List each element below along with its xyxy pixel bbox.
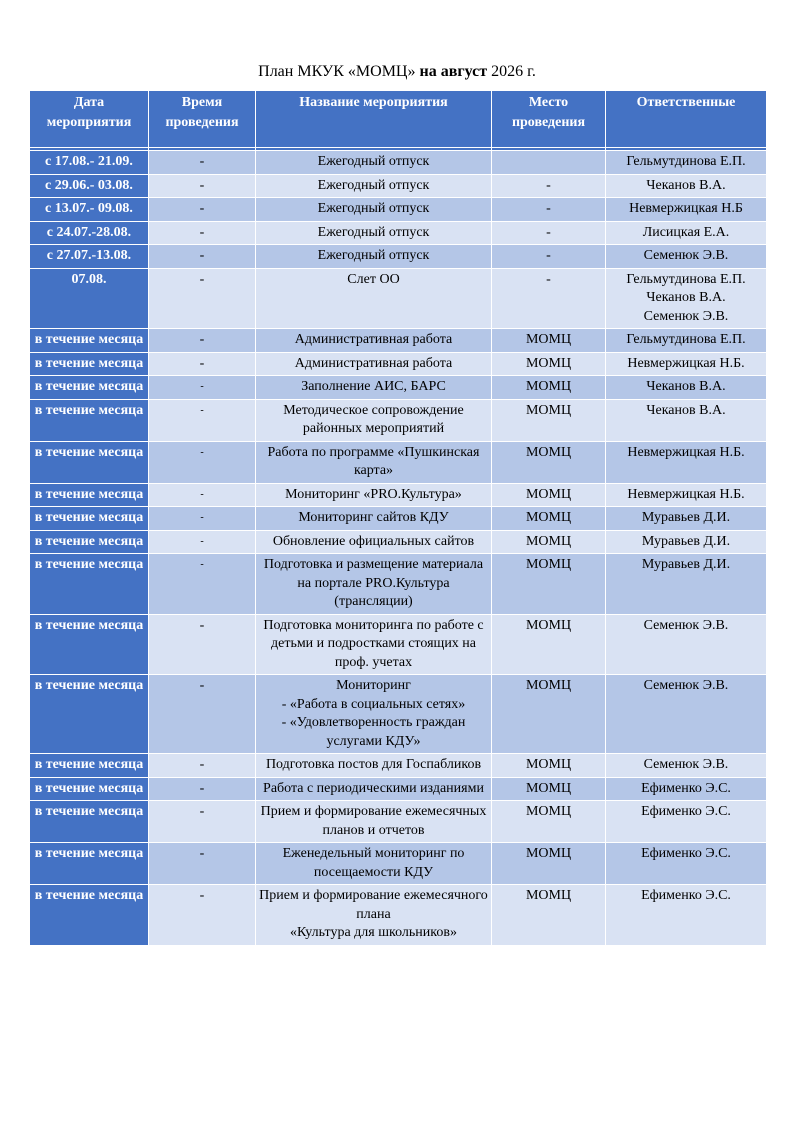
plan-table [29, 90, 767, 946]
place-cell: МОМЦ [492, 399, 606, 441]
responsible-cell: Чеканов В.А. [606, 174, 767, 198]
place-cell: МОМЦ [492, 614, 606, 675]
event-name-cell: Мониторинг - «Работа в социальных сетях» - «Удовлетворенность граждан услугами КДУ» [256, 675, 492, 754]
place-cell: МОМЦ [492, 483, 606, 507]
event-name-cell: Ежегодный отпуск [256, 174, 492, 198]
date-cell: с 27.07.-13.08. [30, 245, 149, 269]
col-header-time: Время проведения [149, 91, 256, 148]
time-cell: - [149, 376, 256, 400]
time-cell: - [149, 441, 256, 483]
event-name-cell: Подготовка постов для Госпабликов [256, 754, 492, 778]
responsible-cell: Ефименко Э.С. [606, 777, 767, 801]
table-row [30, 376, 767, 400]
event-name-cell: Методическое сопровождение районных мероприятий [256, 399, 492, 441]
date-cell: в течение месяца [30, 329, 149, 353]
table-row [30, 245, 767, 269]
date-cell: в течение месяца [30, 376, 149, 400]
place-cell: МОМЦ [492, 329, 606, 353]
event-name-cell: Еженедельный мониторинг по посещаемости КДУ [256, 843, 492, 885]
event-name-cell: Ежегодный отпуск [256, 221, 492, 245]
responsible-cell: Ефименко Э.С. [606, 843, 767, 885]
event-name-cell: Административная работа [256, 352, 492, 376]
responsible-cell: Семенюк Э.В. [606, 675, 767, 754]
responsible-cell: Муравьев Д.И. [606, 554, 767, 615]
date-cell: в течение месяца [30, 399, 149, 441]
table-row [30, 777, 767, 801]
time-cell: - [149, 777, 256, 801]
time-cell: - [149, 754, 256, 778]
place-cell: МОМЦ [492, 675, 606, 754]
table-row [30, 151, 767, 175]
time-cell: - [149, 268, 256, 329]
time-cell: - [149, 198, 256, 222]
date-cell: в течение месяца [30, 614, 149, 675]
table-row [30, 554, 767, 615]
table-row [30, 885, 767, 946]
table-row [30, 675, 767, 754]
table-row [30, 507, 767, 531]
place-cell: МОМЦ [492, 885, 606, 946]
event-name-cell: Обновление официальных сайтов [256, 530, 492, 554]
table-row [30, 614, 767, 675]
time-cell: - [149, 221, 256, 245]
date-cell: в течение месяца [30, 801, 149, 843]
time-cell: - [149, 245, 256, 269]
title-prefix: План МКУК «МОМЦ» [258, 63, 420, 80]
table-row [30, 441, 767, 483]
date-cell: в течение месяца [30, 885, 149, 946]
place-cell: МОМЦ [492, 530, 606, 554]
responsible-cell: Ефименко Э.С. [606, 885, 767, 946]
event-name-cell: Подготовка и размещение материала на портале PRO.Культура (трансляции) [256, 554, 492, 615]
responsible-cell: Муравьев Д.И. [606, 507, 767, 531]
time-cell: - [149, 151, 256, 175]
date-cell: в течение месяца [30, 554, 149, 615]
place-cell [492, 151, 606, 175]
col-header-date: Дата мероприятия [30, 91, 149, 148]
responsible-cell: Невмержицкая Н.Б. [606, 441, 767, 483]
date-cell: с 29.06.- 03.08. [30, 174, 149, 198]
table-row [30, 483, 767, 507]
title-month: на август [419, 63, 488, 80]
event-name-cell: Мониторинг «PRO.Культура» [256, 483, 492, 507]
time-cell: - [149, 885, 256, 946]
table-row [30, 268, 767, 329]
place-cell: МОМЦ [492, 801, 606, 843]
col-header-name: Название мероприятия [256, 91, 492, 148]
table-row [30, 754, 767, 778]
time-cell: - [149, 801, 256, 843]
table-row [30, 221, 767, 245]
responsible-cell: Лисицкая Е.А. [606, 221, 767, 245]
responsible-cell: Гельмутдинова Е.П. [606, 329, 767, 353]
event-name-cell: Прием и формирование ежемесячных планов и отчетов [256, 801, 492, 843]
responsible-cell: Семенюк Э.В. [606, 245, 767, 269]
page-title [0, 62, 794, 82]
table-row [30, 530, 767, 554]
table-row [30, 174, 767, 198]
time-cell: - [149, 399, 256, 441]
table-row [30, 198, 767, 222]
responsible-cell: Невмержицкая Н.Б. [606, 352, 767, 376]
table-row [30, 329, 767, 353]
date-cell: в течение месяца [30, 754, 149, 778]
place-cell: МОМЦ [492, 777, 606, 801]
time-cell: - [149, 174, 256, 198]
table-row [30, 399, 767, 441]
responsible-cell: Муравьев Д.И. [606, 530, 767, 554]
event-name-cell: Работа по программе «Пушкинская карта» [256, 441, 492, 483]
place-cell: - [492, 221, 606, 245]
responsible-cell: Гельмутдинова Е.П. [606, 151, 767, 175]
date-cell: 07.08. [30, 268, 149, 329]
date-cell: с 17.08.- 21.09. [30, 151, 149, 175]
event-name-cell: Прием и формирование ежемесячного плана «Культура для школьников» [256, 885, 492, 946]
date-cell: в течение месяца [30, 483, 149, 507]
responsible-cell: Чеканов В.А. [606, 399, 767, 441]
title-suffix: 2026 г. [487, 63, 536, 80]
table-row [30, 843, 767, 885]
date-cell: с 24.07.-28.08. [30, 221, 149, 245]
time-cell: - [149, 554, 256, 615]
responsible-cell: Ефименко Э.С. [606, 801, 767, 843]
place-cell: МОМЦ [492, 507, 606, 531]
col-header-responsible: Ответственные [606, 91, 767, 148]
responsible-cell: Чеканов В.А. [606, 376, 767, 400]
time-cell: - [149, 483, 256, 507]
event-name-cell: Мониторинг сайтов КДУ [256, 507, 492, 531]
plan-table-body [30, 148, 767, 946]
place-cell: МОМЦ [492, 441, 606, 483]
event-name-cell: Административная работа [256, 329, 492, 353]
place-cell: - [492, 245, 606, 269]
time-cell: - [149, 843, 256, 885]
time-cell: - [149, 614, 256, 675]
place-cell: МОМЦ [492, 843, 606, 885]
time-cell: - [149, 352, 256, 376]
event-name-cell: Заполнение АИС, БАРС [256, 376, 492, 400]
date-cell: в течение месяца [30, 843, 149, 885]
event-name-cell: Работа с периодическими изданиями [256, 777, 492, 801]
date-cell: в течение месяца [30, 507, 149, 531]
place-cell: МОМЦ [492, 554, 606, 615]
time-cell: - [149, 329, 256, 353]
event-name-cell: Ежегодный отпуск [256, 198, 492, 222]
date-cell: в течение месяца [30, 441, 149, 483]
event-name-cell: Ежегодный отпуск [256, 245, 492, 269]
place-cell: - [492, 198, 606, 222]
place-cell: - [492, 174, 606, 198]
responsible-cell: Невмержицкая Н.Б. [606, 483, 767, 507]
date-cell: в течение месяца [30, 530, 149, 554]
responsible-cell: Невмержицкая Н.Б [606, 198, 767, 222]
place-cell: МОМЦ [492, 352, 606, 376]
table-row [30, 352, 767, 376]
responsible-cell: Гельмутдинова Е.П. Чеканов В.А. Семенюк Э.В. [606, 268, 767, 329]
table-row [30, 801, 767, 843]
date-cell: в течение месяца [30, 675, 149, 754]
responsible-cell: Семенюк Э.В. [606, 614, 767, 675]
date-cell: в течение месяца [30, 777, 149, 801]
time-cell: - [149, 675, 256, 754]
time-cell: - [149, 530, 256, 554]
responsible-cell: Семенюк Э.В. [606, 754, 767, 778]
event-name-cell: Ежегодный отпуск [256, 151, 492, 175]
header-row [30, 91, 767, 148]
place-cell: МОМЦ [492, 376, 606, 400]
col-header-place: Место проведения [492, 91, 606, 148]
event-name-cell: Подготовка мониторинга по работе с детьми и подростками стоящих на проф. учетах [256, 614, 492, 675]
event-name-cell: Слет ОО [256, 268, 492, 329]
date-cell: с 13.07.- 09.08. [30, 198, 149, 222]
time-cell: - [149, 507, 256, 531]
date-cell: в течение месяца [30, 352, 149, 376]
place-cell: МОМЦ [492, 754, 606, 778]
place-cell: - [492, 268, 606, 329]
